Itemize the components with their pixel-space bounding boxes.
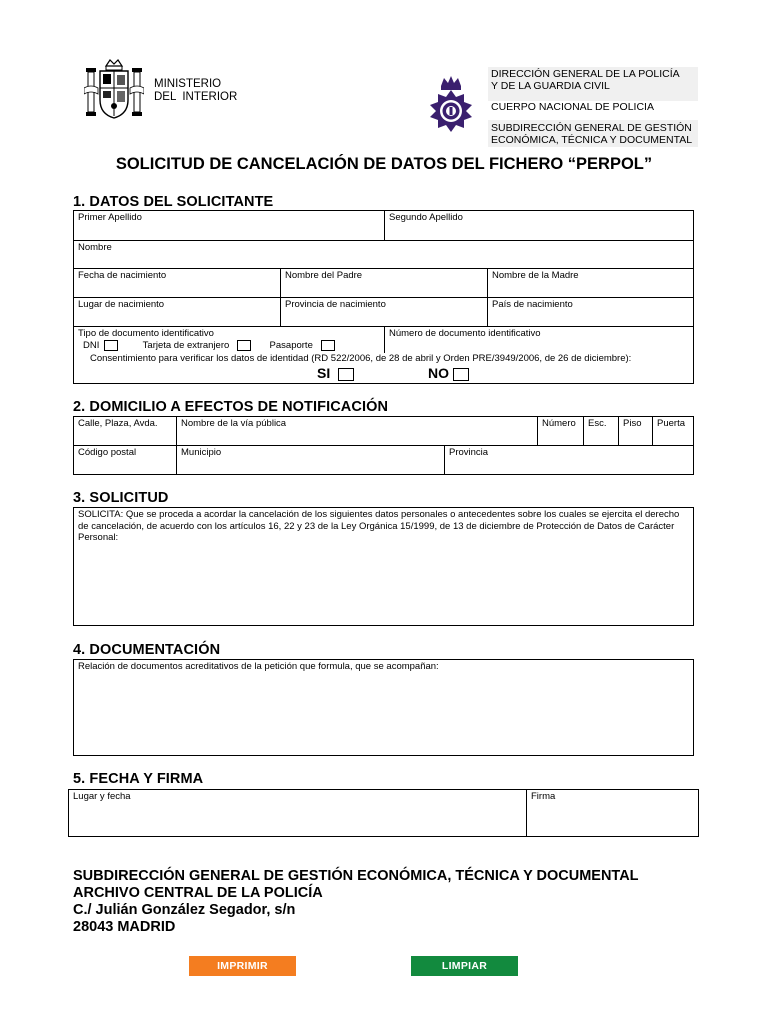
lugar-fecha-label: Lugar y fecha: [73, 791, 131, 802]
agency-line-1: DIRECCIÓN GENERAL DE LA POLICÍA: [491, 68, 680, 80]
documentacion-box: [73, 659, 694, 756]
provincia-nacimiento-input[interactable]: [285, 312, 483, 325]
consent-no: [428, 365, 469, 381]
print-button[interactable]: IMPRIMIR: [189, 956, 296, 976]
section-2-heading: 2. DOMICILIO A EFECTOS DE NOTIFICACIÓN: [73, 399, 389, 415]
solicitud-text: SOLICITA: Que se proceda a acordar la cancelación de los siguientes datos personales o antecedentes sobre los cuales se ejercita el derecho de cancelación, de acuerdo con los artículos 16, 22 y 23 de la Ley Orgánica 15/1999, de 13 de diciembre de Protección de Datos de Carácter Personal:: [78, 509, 680, 543]
numero-documento-input[interactable]: [389, 339, 689, 352]
section-1-heading: 1. DATOS DEL SOLICITANTE: [73, 194, 274, 210]
numero-label: Número: [542, 418, 576, 429]
consent-si: [317, 365, 354, 381]
pasaporte-checkbox[interactable]: [321, 340, 335, 351]
calle-cell: [74, 417, 177, 446]
ministry-line-2: DEL INTERIOR: [154, 91, 238, 103]
lugar-nacimiento-label: Lugar de nacimiento: [78, 299, 165, 310]
esc-input[interactable]: [588, 431, 614, 444]
policia-badge-icon: [427, 74, 475, 134]
documentacion-text: Relación de documentos acreditativos de la petición que formula, que se acompañan:: [78, 661, 439, 672]
numero-cell: [538, 417, 584, 446]
puerta-label: Puerta: [657, 418, 685, 429]
mailing-address: [73, 868, 639, 936]
segundo-apellido-cell: [385, 211, 693, 241]
document-type-options: [78, 340, 380, 351]
segundo-apellido-label: Segundo Apellido: [389, 212, 463, 223]
provincia-input[interactable]: [449, 460, 689, 473]
address-table: [73, 416, 694, 475]
no-label: NO: [428, 365, 449, 381]
esc-label: Esc.: [588, 418, 607, 429]
tarjeta-extranjero-label: Tarjeta de extranjero: [142, 340, 230, 352]
agency-line-4: SUBDIRECCIÓN GENERAL DE GESTIÓN: [491, 122, 692, 134]
numero-documento-label: Número de documento identificativo: [389, 328, 541, 339]
agency-line-3: CUERPO NACIONAL DE POLICIA: [491, 101, 654, 113]
numero-documento-cell: [385, 327, 693, 353]
segundo-apellido-input[interactable]: [389, 226, 689, 239]
provincia-nacimiento-label: Provincia de nacimiento: [285, 299, 386, 310]
municipio-cell: [177, 446, 445, 474]
codigo-postal-input[interactable]: [78, 460, 172, 473]
fecha-nacimiento-cell: [74, 269, 281, 298]
tipo-documento-label: Tipo de documento identificativo: [78, 328, 214, 339]
provincia-cell: [445, 446, 693, 474]
agency-line-2: Y DE LA GUARDIA CIVIL: [491, 80, 610, 92]
documentacion-textarea[interactable]: [78, 674, 688, 752]
nombre-via-label: Nombre de la vía pública: [181, 418, 287, 429]
fecha-nacimiento-label: Fecha de nacimiento: [78, 270, 167, 281]
fecha-nacimiento-input[interactable]: [78, 283, 276, 296]
agency-name-box-1: [488, 67, 698, 101]
nombre-via-input[interactable]: [181, 431, 533, 444]
numero-input[interactable]: [542, 431, 579, 444]
ministry-name: [154, 78, 237, 104]
section-4-heading: 4. DOCUMENTACIÓN: [73, 642, 221, 658]
solicitud-textarea[interactable]: [78, 546, 688, 622]
piso-label: Piso: [623, 418, 642, 429]
nombre-cell: [74, 241, 693, 269]
nombre-via-cell: [177, 417, 538, 446]
pais-nacimiento-cell: [488, 298, 693, 327]
puerta-input[interactable]: [657, 431, 689, 444]
esc-cell: [584, 417, 619, 446]
fecha-firma-table: [68, 789, 699, 837]
municipio-input[interactable]: [181, 460, 440, 473]
piso-input[interactable]: [623, 431, 648, 444]
section-5-heading: 5. FECHA Y FIRMA: [73, 771, 204, 787]
pasaporte-label: Pasaporte: [269, 340, 313, 352]
ministry-line-1: MINISTERIO: [154, 78, 222, 90]
address-line-2: ARCHIVO CENTRAL DE LA POLICÍA: [73, 885, 323, 901]
agency-line-5: ECONÓMICA, TÉCNICA Y DOCUMENTAL: [491, 134, 693, 146]
nombre-input[interactable]: [78, 254, 689, 267]
agency-name-box-2: [488, 120, 698, 147]
nombre-madre-input[interactable]: [492, 283, 689, 296]
page-title: SOLICITUD DE CANCELACIÓN DE DATOS DEL FICHERO “PERPOL”: [115, 155, 653, 173]
nombre-label: Nombre: [78, 242, 112, 253]
nombre-padre-input[interactable]: [285, 283, 483, 296]
calle-label: Calle, Plaza, Avda.: [78, 418, 158, 429]
pais-nacimiento-label: País de nacimiento: [492, 299, 573, 310]
clear-button[interactable]: LIMPIAR: [411, 956, 518, 976]
lugar-nacimiento-input[interactable]: [78, 312, 276, 325]
spain-coat-of-arms-icon: [84, 58, 144, 122]
lugar-fecha-cell: [69, 790, 527, 836]
section-3-heading: 3. SOLICITUD: [73, 490, 169, 506]
si-label: SI: [317, 365, 331, 381]
tarjeta-extranjero-checkbox[interactable]: [237, 340, 251, 351]
si-checkbox[interactable]: [338, 368, 354, 381]
codigo-postal-cell: [74, 446, 177, 474]
nombre-madre-cell: [488, 269, 693, 298]
firma-cell: [527, 790, 698, 836]
puerta-cell: [653, 417, 693, 446]
provincia-nacimiento-cell: [281, 298, 488, 327]
municipio-label: Municipio: [181, 447, 222, 458]
primer-apellido-input[interactable]: [78, 226, 380, 239]
address-line-1: SUBDIRECCIÓN GENERAL DE GESTIÓN ECONÓMICA, TÉCNICA Y DOCUMENTAL: [73, 868, 639, 884]
pais-nacimiento-input[interactable]: [492, 312, 689, 325]
address-line-3: C./ Julián González Segador, s/n: [73, 902, 296, 918]
consent-text: Consentimiento para verificar los datos de identidad (RD 522/2006, de 28 de abril y Orden PRE/3949/2006, de 26 de diciembre):: [90, 353, 632, 364]
firma-label: Firma: [531, 791, 556, 802]
nombre-padre-label: Nombre del Padre: [285, 270, 363, 281]
nombre-madre-label: Nombre de la Madre: [492, 270, 579, 281]
primer-apellido-label: Primer Apellido: [78, 212, 142, 223]
primer-apellido-cell: [74, 211, 385, 241]
codigo-postal-label: Código postal: [78, 447, 137, 458]
tipo-documento-cell: [74, 327, 385, 353]
lugar-nacimiento-cell: [74, 298, 281, 327]
no-checkbox[interactable]: [453, 368, 469, 381]
address-line-4: 28043 MADRID: [73, 919, 176, 935]
applicant-data-table: [73, 210, 694, 384]
dni-checkbox[interactable]: [104, 340, 118, 351]
lugar-fecha-input[interactable]: [73, 822, 522, 835]
consent-row: [74, 353, 693, 383]
nombre-padre-cell: [281, 269, 488, 298]
piso-cell: [619, 417, 653, 446]
calle-input[interactable]: [78, 431, 172, 444]
provincia-label: Provincia: [449, 447, 489, 458]
dni-label: DNI: [83, 340, 100, 352]
solicitud-box: [73, 507, 694, 626]
